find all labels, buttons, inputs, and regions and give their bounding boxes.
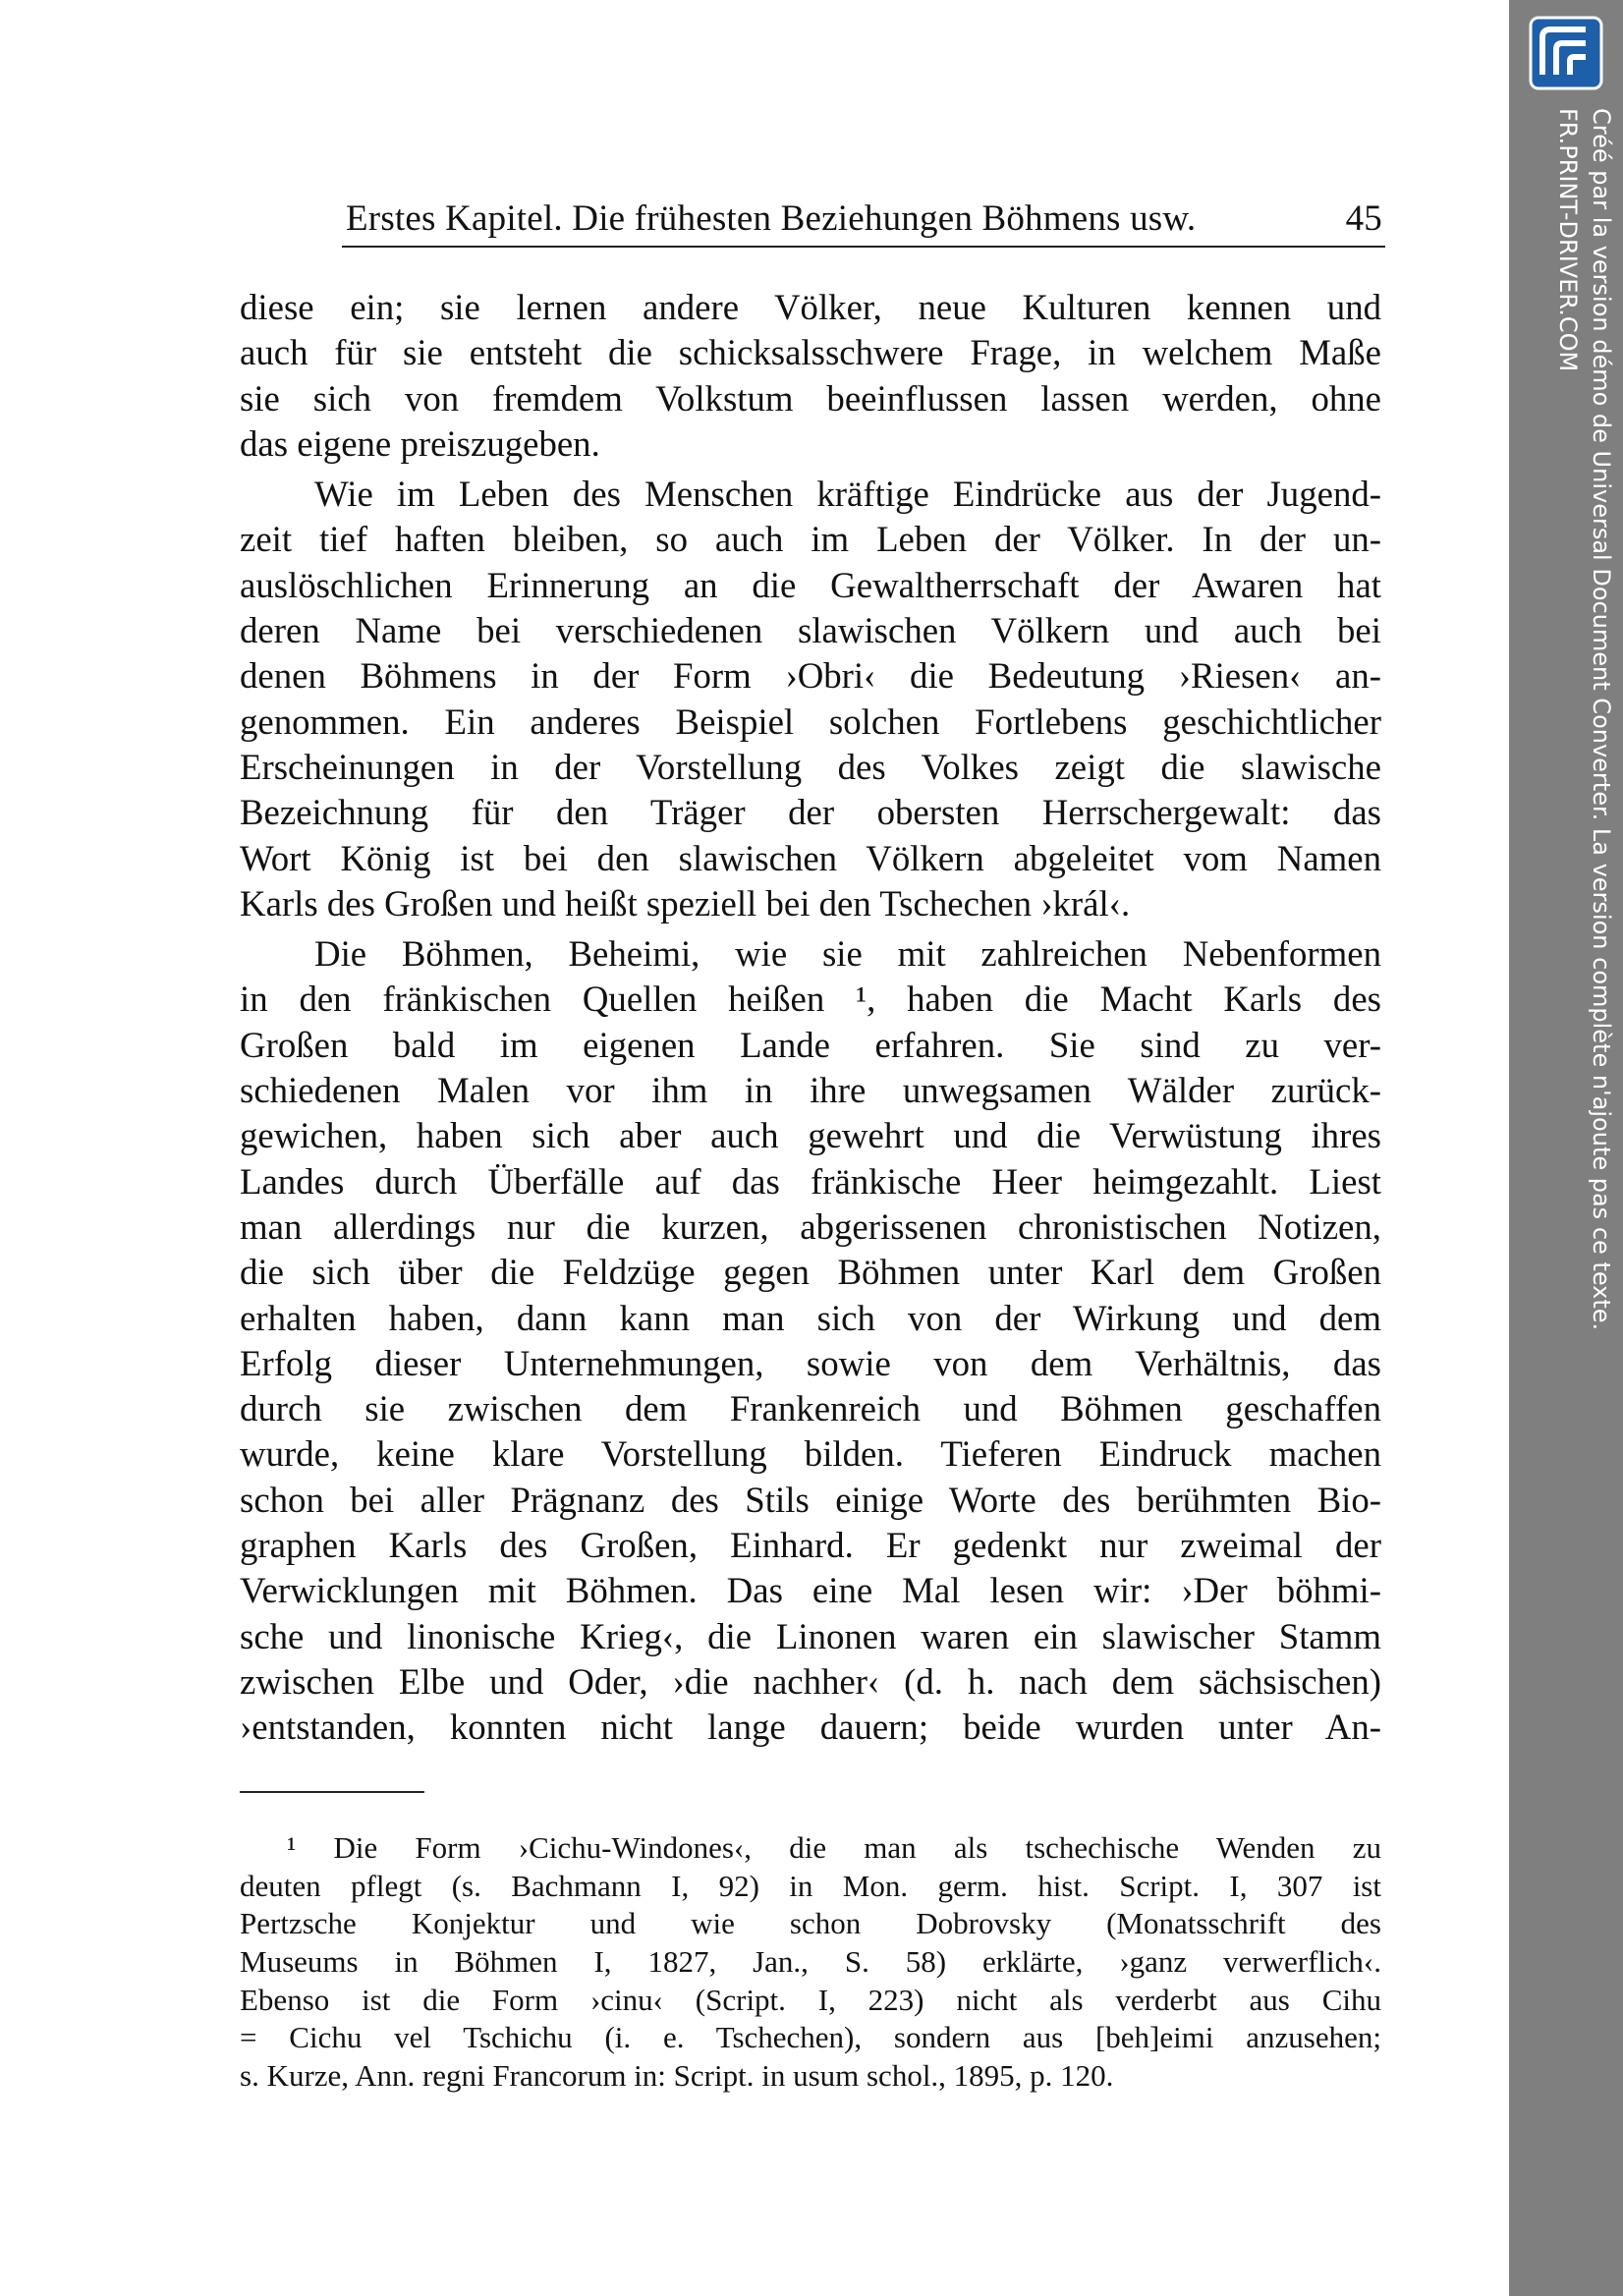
text-line: sche und linonische Krieg‹, die Linonen waren ein slawischer Stamm [240, 1615, 1381, 1656]
text-line: wurde, keine klare Vorstellung bilden. Tieferen Eindruck machen [240, 1433, 1381, 1475]
text-line: zeit tief haften bleiben, so auch im Leben der Völker. In der un- [240, 519, 1381, 560]
footnote-line: Pertzsche Konjektur und wie schon Dobrovsky (Monatsschrift des [240, 1906, 1381, 1941]
text-line: das eigene preiszugeben. [240, 422, 600, 464]
footnote-line: Ebenso ist die Form ›cinu‹ (Script. I, 223) nicht als verderbt aus Cihu [240, 1982, 1381, 2017]
text-line: schon bei aller Prägnanz des Stils einige Worte des berühmten Bio- [240, 1479, 1381, 1520]
text-line: deren Name bei verschiedenen slawischen Völkern und auch bei [240, 610, 1381, 651]
text-line: auslöschlichen Erinnerung an die Gewaltherrschaft der Awaren hat [240, 564, 1381, 605]
document-converter-logo-icon [1529, 16, 1603, 90]
running-header [346, 193, 1382, 246]
running-head-title: Erstes Kapitel. Die frühesten Beziehungen Böhmens usw. [346, 198, 1197, 239]
header-rule [342, 246, 1385, 248]
text-line: genommen. Ein anderes Beispiel solchen Fortlebens geschichtlicher [240, 700, 1381, 742]
text-line: ›entstanden, konnten nicht lange dauern; beide wurden unter An- [240, 1707, 1381, 1748]
watermark-line-2: FR.PRINT-DRIVER.COM [1554, 108, 1582, 372]
paragraph-2 [240, 472, 1381, 926]
footnote-line: ¹ Die Form ›Cichu-Windones‹, die man als tschechische Wenden zu [287, 1830, 1381, 1865]
paragraph-3 [240, 931, 1381, 1750]
footnote-line: = Cichu vel Tschichu (i. e. Tschechen), sondern aus [beh]eimi anzusehen; [240, 2020, 1381, 2055]
text-line: Erfolg dieser Unternehmungen, sowie von dem Verhältnis, das [240, 1342, 1381, 1383]
text-line: die sich über die Feldzüge gegen Böhmen unter Karl dem Großen [240, 1252, 1381, 1293]
page-number: 45 [1345, 198, 1382, 239]
text-line: erhalten haben, dann kann man sich von der Wirkung und dem [240, 1297, 1381, 1338]
text-line: gewichen, haben sich aber auch gewehrt und die Verwüstung ihres [240, 1115, 1381, 1156]
watermark-line-1: Créé par la version démo de Universal Document Converter. La version complète n'ajoute pas ce texte. [1588, 108, 1615, 1331]
text-line: graphen Karls des Großen, Einhard. Er gedenkt nur zweimal der [240, 1525, 1381, 1566]
footnote-line: Museums in Böhmen I, 1827, Jan., S. 58) erklärte, ›ganz verwerflich‹. [240, 1944, 1381, 1980]
text-line: in den fränkischen Quellen heißen ¹, haben die Macht Karls des [240, 979, 1381, 1020]
text-line: Landes durch Überfälle auf das fränkische Heer heimgezahlt. Liest [240, 1160, 1381, 1202]
watermark-sidebar [1509, 0, 1623, 2296]
footnote-rule [240, 1791, 424, 1793]
text-line: sie sich von fremdem Volkstum beeinflussen lassen werden, ohne [240, 377, 1381, 419]
text-line: Bezeichnung für den Träger der obersten Herrschergewalt: das [240, 792, 1381, 833]
footnote-line: s. Kurze, Ann. regni Francorum in: Script. in usum schol., 1895, p. 120. [240, 2058, 1114, 2094]
text-line: Wort König ist bei den slawischen Völkern abgeleitet vom Namen [240, 837, 1381, 878]
text-line: Großen bald im eigenen Lande erfahren. Sie sind zu ver- [240, 1024, 1381, 1065]
text-line: durch sie zwischen dem Frankenreich und Böhmen geschaffen [240, 1388, 1381, 1429]
footnotes [240, 1829, 1381, 2096]
text-line: diese ein; sie lernen andere Völker, neue Kulturen kennen und [240, 287, 1381, 327]
text-line: schiedenen Malen vor ihm in ihre unwegsamen Wälder zurück- [240, 1070, 1381, 1111]
body-text [240, 285, 1381, 1751]
paragraph-1 [240, 285, 1381, 467]
text-line: Wie im Leben des Menschen kräftige Eindrücke aus der Jugend- [314, 474, 1381, 515]
text-line: Erscheinungen in der Vorstellung des Volkes zeigt die slawische [240, 746, 1381, 787]
text-line: man allerdings nur die kurzen, abgerissenen chronistischen Notizen, [240, 1205, 1381, 1247]
footnote-line: deuten pflegt (s. Bachmann I, 92) in Mon. germ. hist. Script. I, 307 ist [240, 1868, 1381, 1903]
text-line: Die Böhmen, Beheimi, wie sie mit zahlreichen Nebenformen [314, 933, 1381, 975]
text-line: Karls des Großen und heißt speziell bei den Tschechen ›král‹. [240, 882, 1131, 924]
text-line: denen Böhmens in der Form ›Obri‹ die Bedeutung ›Riesen‹ an- [240, 655, 1381, 697]
text-line: zwischen Elbe und Oder, ›die nachher‹ (d. h. nach dem sächsischen) [240, 1660, 1381, 1702]
text-line: Verwicklungen mit Böhmen. Das eine Mal lesen wir: ›Der böhmi- [240, 1570, 1381, 1611]
text-line: auch für sie entsteht die schicksalsschwere Frage, in welchem Maße [240, 332, 1381, 373]
